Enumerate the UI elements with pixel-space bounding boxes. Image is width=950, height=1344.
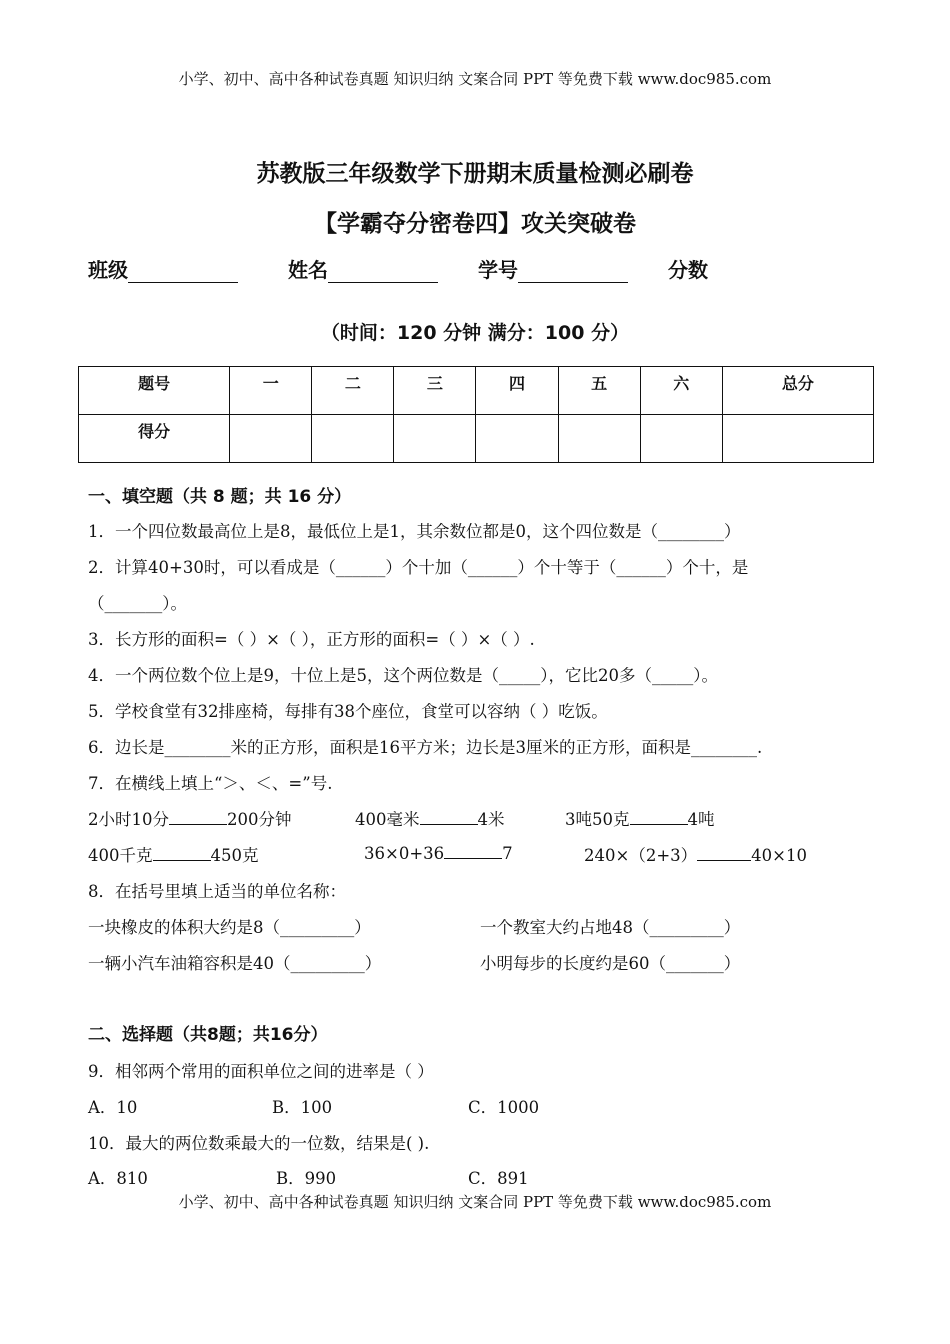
score-table <box>78 366 874 463</box>
name-field: 姓名 <box>288 254 438 283</box>
question-9: 9．相邻两个常用的面积单位之间的进率是（ ） <box>88 1062 434 1081</box>
table-cell: 总分 <box>722 367 873 415</box>
section-1-heading: 一、填空题（共 8 题；共 16 分） <box>88 487 352 507</box>
option-c: C．1000 <box>468 1098 540 1117</box>
question-7: 7．在横线上填上“＞、＜、=”号. <box>88 774 333 793</box>
compare-item: 2小时10分 200分钟 <box>88 810 292 829</box>
section-2-heading: 二、选择题（共8题；共16分） <box>88 1025 328 1045</box>
question-4: 4．一个两位数个位上是9，十位上是5，这个两位数是（_____），它比20多（_____）。 <box>88 666 718 685</box>
option-a: A．10 <box>88 1098 138 1117</box>
page-header: 小学、初中、高中各种试卷真题 知识归纳 文案合同 PPT 等免费下载 www.doc985.com <box>178 70 772 88</box>
table-cell: 四 <box>476 367 558 415</box>
question-10: 10．最大的两位数乘最大的一位数，结果是( ). <box>88 1134 430 1153</box>
compare-item: 3吨50克 4吨 <box>565 810 715 829</box>
compare-item: 240×（2+3） 40×10 <box>584 846 807 865</box>
option-b: B．990 <box>276 1169 337 1188</box>
score-input-cell[interactable] <box>558 415 640 463</box>
score-field: 分数 <box>668 258 708 282</box>
score-input-cell[interactable] <box>640 415 722 463</box>
option-c: C．891 <box>468 1169 529 1188</box>
table-cell: 六 <box>640 367 722 415</box>
compare-item: 400千克 450克 <box>88 846 259 865</box>
table-cell: 得分 <box>79 415 230 463</box>
option-a: A．810 <box>88 1169 148 1188</box>
table-cell: 五 <box>558 367 640 415</box>
question-5: 5．学校食堂有32排座椅，每排有38个座位，食堂可以容纳（ ）吃饭。 <box>88 702 608 721</box>
page-subtitle: 【学霸夺分密卷四】攻关突破卷 <box>314 211 636 237</box>
table-cell: 三 <box>394 367 476 415</box>
question-2-continued: （_______）。 <box>88 594 187 613</box>
table-row <box>79 415 874 463</box>
question-1: 1．一个四位数最高位上是8，最低位上是1，其余数位都是0，这个四位数是（________） <box>88 522 741 541</box>
score-input-cell[interactable] <box>312 415 394 463</box>
question-2: 2．计算40+30时，可以看成是（______）个十加（______）个十等于（______）个十，是 <box>88 558 749 577</box>
class-field: 班级 <box>88 254 238 283</box>
table-cell: 题号 <box>79 367 230 415</box>
unit-item: 一个教室大约占地48（_________） <box>480 918 741 937</box>
table-row <box>79 367 874 415</box>
option-b: B．100 <box>272 1098 333 1117</box>
compare-item: 36×0+36 7 <box>364 844 513 863</box>
score-input-cell[interactable] <box>476 415 558 463</box>
table-cell: 一 <box>230 367 312 415</box>
score-input-cell[interactable] <box>230 415 312 463</box>
score-input-cell[interactable] <box>722 415 873 463</box>
table-cell: 二 <box>312 367 394 415</box>
page-footer: 小学、初中、高中各种试卷真题 知识归纳 文案合同 PPT 等免费下载 www.doc985.com <box>178 1193 772 1211</box>
unit-item: 一辆小汽车油箱容积是40（_________） <box>88 954 382 973</box>
time-and-full-marks: （时间：120 分钟 满分：100 分） <box>320 322 630 344</box>
score-input-cell[interactable] <box>394 415 476 463</box>
unit-item: 一块橡皮的体积大约是8（_________） <box>88 918 371 937</box>
question-3: 3．长方形的面积=（ ）×（ ），正方形的面积=（ ）×（ ）. <box>88 630 535 649</box>
question-6: 6．边长是________米的正方形，面积是16平方米；边长是3厘米的正方形，面积是________. <box>88 738 763 757</box>
student-number-field: 学号 <box>478 254 628 283</box>
question-8: 8．在括号里填上适当的单位名称： <box>88 882 346 901</box>
unit-item: 小明每步的长度约是60（_______） <box>480 954 741 973</box>
compare-item: 400毫米 4米 <box>355 810 505 829</box>
page-title: 苏教版三年级数学下册期末质量检测必刷卷 <box>256 161 694 187</box>
